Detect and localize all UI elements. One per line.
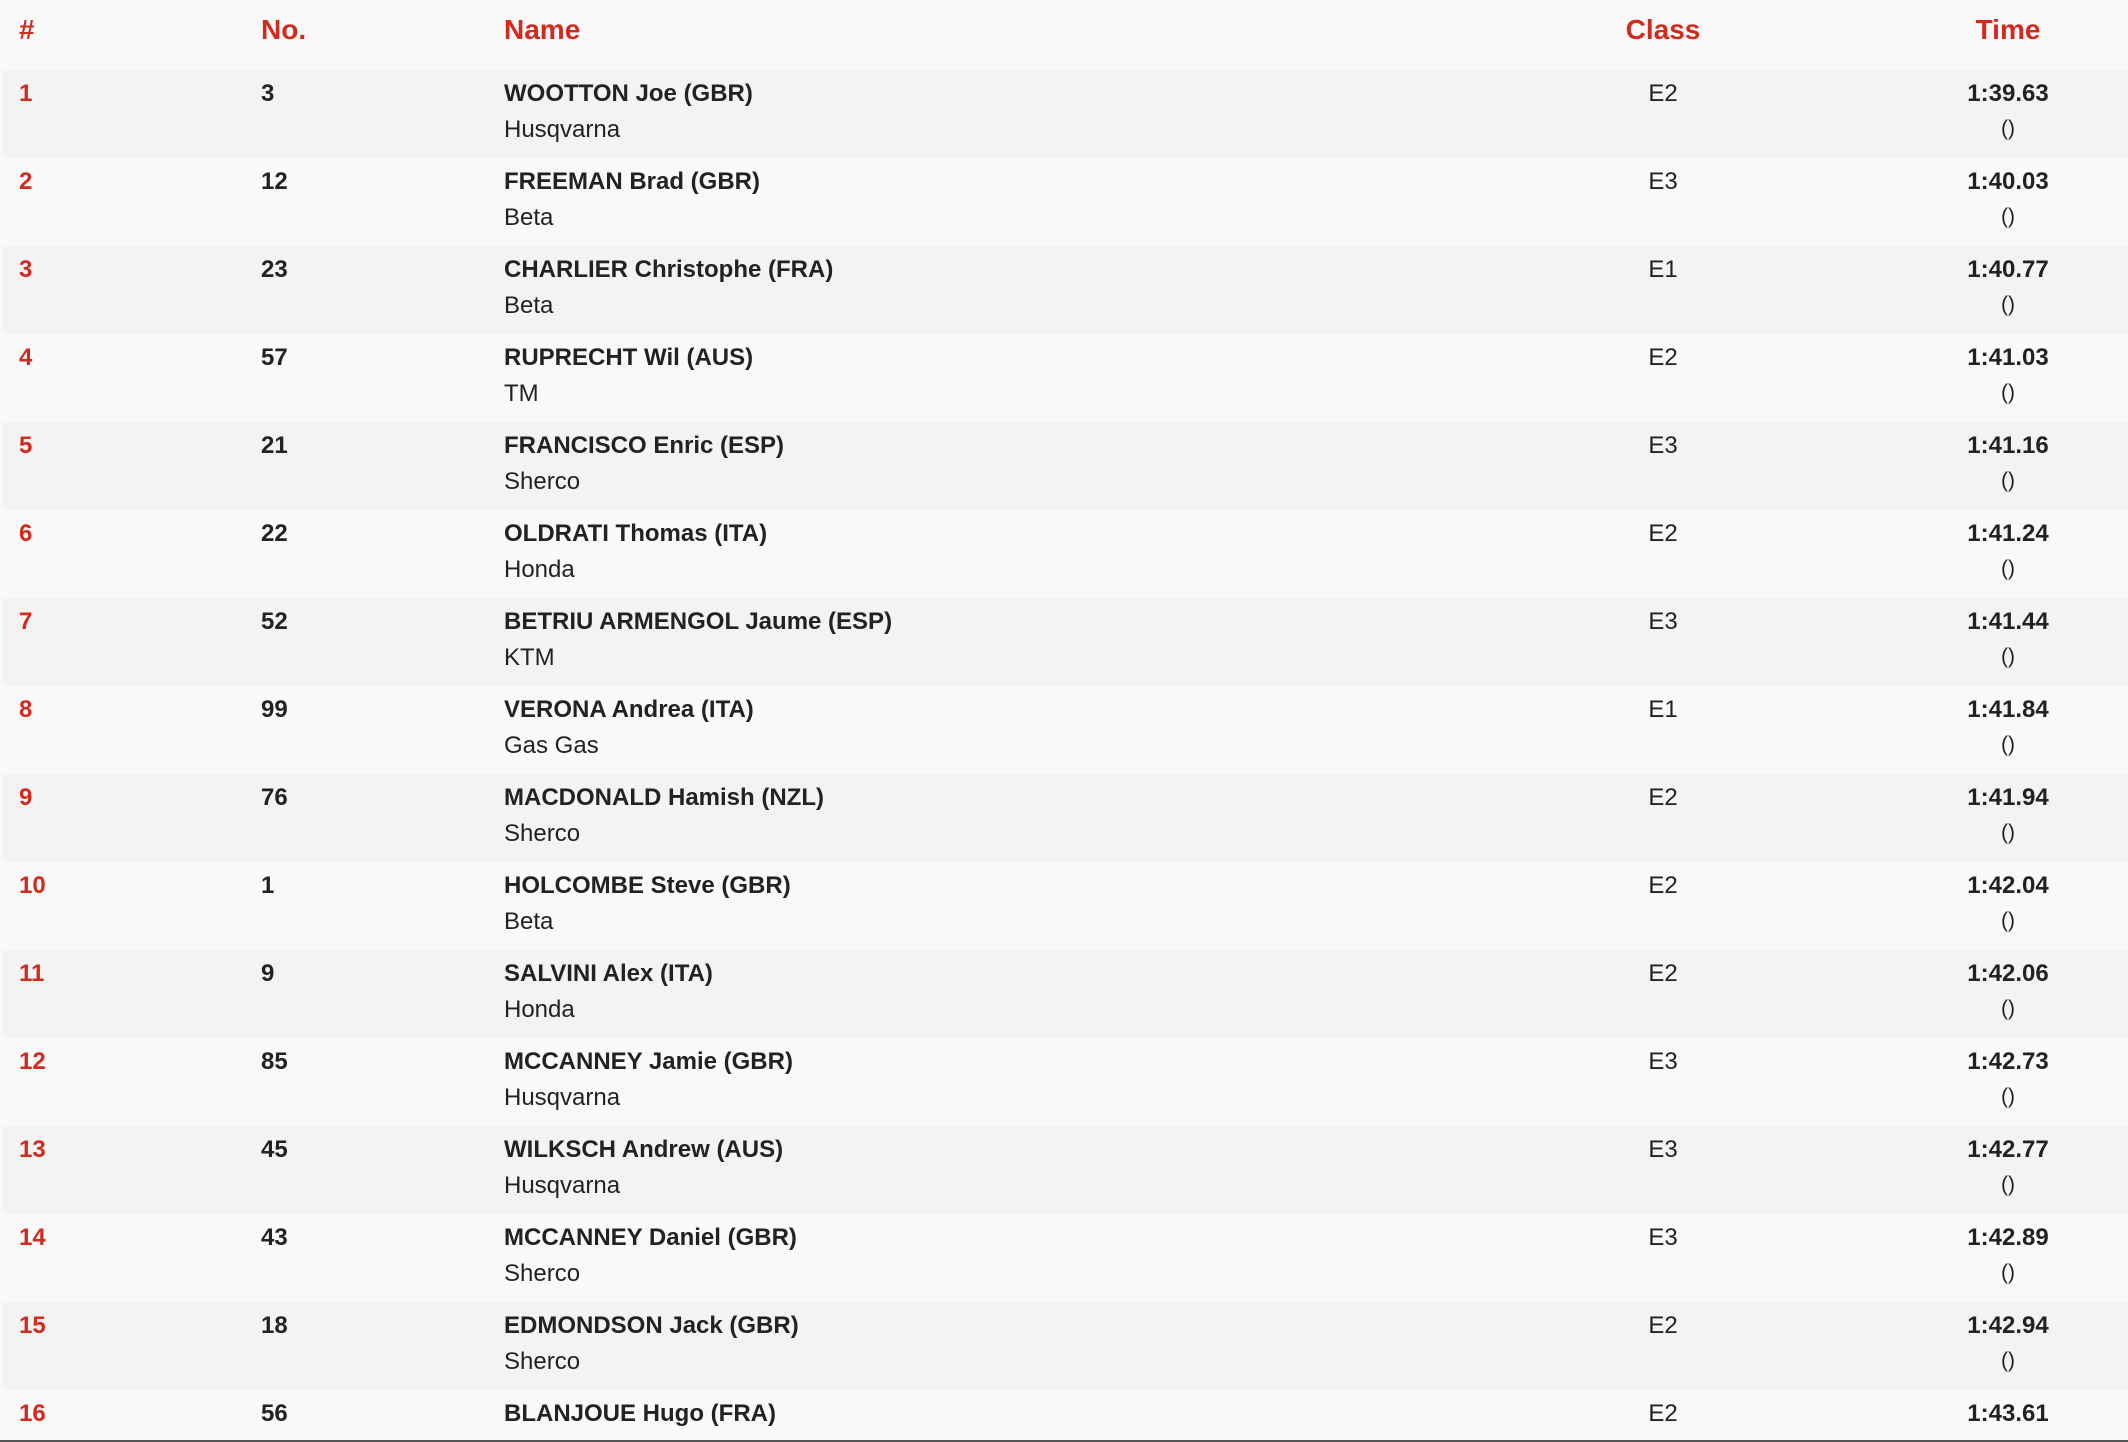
- rider-brand: Honda: [504, 556, 575, 583]
- rider-gap: (): [2001, 821, 2015, 844]
- rider-time: 1:39.63: [1967, 80, 2049, 107]
- rider-time: 1:42.04: [1967, 872, 2049, 899]
- rider-brand: Sherco: [504, 820, 581, 847]
- rider-position: 2: [19, 168, 33, 195]
- rider-position: 12: [19, 1048, 46, 1075]
- rider-name: HOLCOMBE Steve (GBR): [504, 872, 791, 899]
- rider-brand: Gas Gas: [504, 732, 599, 759]
- rider-class: E2: [1648, 344, 1678, 371]
- rider-number: 45: [261, 1136, 288, 1163]
- rider-number: 43: [261, 1224, 288, 1251]
- rider-time: 1:41.94: [1967, 784, 2049, 811]
- rider-brand: Beta: [504, 908, 554, 935]
- table-row[interactable]: [3, 950, 2128, 1038]
- rider-number: 22: [261, 520, 288, 547]
- rider-position: 5: [19, 432, 33, 459]
- rider-brand: Husqvarna: [504, 1172, 621, 1199]
- rider-name: WOOTTON Joe (GBR): [504, 80, 753, 107]
- table-row[interactable]: [3, 1038, 2128, 1126]
- rider-class: E2: [1648, 80, 1678, 107]
- rider-position: 4: [19, 344, 33, 371]
- rider-gap: (): [2001, 469, 2015, 492]
- rider-time: 1:41.24: [1967, 520, 2049, 547]
- rider-position: 11: [19, 960, 45, 987]
- rider-brand: Beta: [504, 292, 554, 319]
- rider-time: 1:41.16: [1967, 432, 2049, 459]
- rider-time: 1:42.89: [1967, 1224, 2049, 1251]
- rider-brand: Husqvarna: [504, 116, 621, 143]
- rider-position: 15: [19, 1312, 46, 1339]
- rider-number: 21: [261, 432, 288, 459]
- rider-number: 12: [261, 168, 288, 195]
- rider-gap: (): [2001, 1173, 2015, 1196]
- header-number[interactable]: No.: [261, 14, 307, 45]
- rider-class: E2: [1648, 1400, 1678, 1427]
- rider-brand: KTM: [504, 644, 555, 671]
- rider-name: WILKSCH Andrew (AUS): [504, 1136, 784, 1163]
- table-row[interactable]: [3, 1126, 2128, 1214]
- rider-class: E3: [1648, 432, 1678, 459]
- rider-name: CHARLIER Christophe (FRA): [504, 256, 834, 283]
- table-row[interactable]: [3, 246, 2128, 334]
- results-table: [3, 0, 2128, 1440]
- rider-position: 1: [19, 80, 33, 107]
- rider-class: E3: [1648, 1224, 1678, 1251]
- table-row[interactable]: [3, 1214, 2128, 1302]
- rider-brand: TM: [504, 380, 539, 407]
- table-row[interactable]: [3, 686, 2128, 774]
- rider-name: RUPRECHT Wil (AUS): [504, 344, 754, 371]
- table-row[interactable]: [3, 510, 2128, 598]
- rider-name: MACDONALD Hamish (NZL): [504, 784, 824, 811]
- rider-gap: (): [2001, 909, 2015, 932]
- table-row[interactable]: [3, 334, 2128, 422]
- rider-gap: (): [2001, 645, 2015, 668]
- rider-time: 1:41.84: [1967, 696, 2049, 723]
- table-row[interactable]: [3, 862, 2128, 950]
- rider-name: MCCANNEY Jamie (GBR): [504, 1048, 793, 1075]
- rider-gap: (): [2001, 1261, 2015, 1284]
- rider-class: E1: [1648, 256, 1678, 283]
- rider-number: 76: [261, 784, 288, 811]
- rider-gap: (): [2001, 733, 2015, 756]
- rider-class: E3: [1648, 608, 1678, 635]
- rider-time: 1:42.94: [1967, 1312, 2049, 1339]
- rider-time: 1:40.77: [1967, 256, 2049, 283]
- rider-class: E2: [1648, 784, 1678, 811]
- rider-time: 1:42.06: [1967, 960, 2049, 987]
- rider-number: 18: [261, 1312, 288, 1339]
- rider-time: 1:42.73: [1967, 1048, 2049, 1075]
- rider-number: 57: [261, 344, 288, 371]
- table-row[interactable]: [3, 598, 2128, 686]
- rider-gap: (): [2001, 997, 2015, 1020]
- rider-gap: (): [2001, 117, 2015, 140]
- rider-name: BETRIU ARMENGOL Jaume (ESP): [504, 608, 893, 635]
- rider-name: SALVINI Alex (ITA): [504, 960, 713, 987]
- rider-position: 7: [19, 608, 33, 635]
- rider-brand: Sherco: [504, 468, 581, 495]
- rider-class: E2: [1648, 1312, 1678, 1339]
- rider-gap: (): [2001, 1085, 2015, 1108]
- rider-gap: (): [2001, 557, 2015, 580]
- rider-position: 3: [19, 256, 33, 283]
- table-row[interactable]: [3, 158, 2128, 246]
- rider-number: 99: [261, 696, 288, 723]
- rider-brand: Sherco: [504, 1348, 581, 1375]
- rider-position: 10: [19, 872, 46, 899]
- rider-class: E2: [1648, 520, 1678, 547]
- rider-position: 13: [19, 1136, 46, 1163]
- table-row[interactable]: [3, 1302, 2128, 1390]
- rider-brand: Husqvarna: [504, 1084, 621, 1111]
- rider-class: E2: [1648, 872, 1678, 899]
- rider-brand: Beta: [504, 204, 554, 231]
- table-row[interactable]: [3, 70, 2128, 158]
- rider-time: 1:42.77: [1967, 1136, 2049, 1163]
- rider-gap: (): [2001, 381, 2015, 404]
- rider-class: E3: [1648, 168, 1678, 195]
- rider-name: FRANCISCO Enric (ESP): [504, 432, 785, 459]
- rider-position: 14: [19, 1224, 46, 1251]
- rider-name: MCCANNEY Daniel (GBR): [504, 1224, 797, 1251]
- header-position[interactable]: #: [19, 14, 35, 45]
- table-row[interactable]: [3, 422, 2128, 510]
- header-time[interactable]: Time: [1975, 14, 2041, 45]
- rider-class: E1: [1648, 696, 1678, 723]
- table-body: [3, 70, 2128, 1440]
- rider-position: 6: [19, 520, 33, 547]
- rider-name: FREEMAN Brad (GBR): [504, 168, 760, 195]
- rider-number: 23: [261, 256, 288, 283]
- rider-position: 8: [19, 696, 33, 723]
- rider-position: 9: [19, 784, 33, 811]
- rider-name: EDMONDSON Jack (GBR): [504, 1312, 799, 1339]
- rider-gap: (): [2001, 1349, 2015, 1372]
- rider-number: 9: [261, 960, 275, 987]
- rider-name: BLANJOUE Hugo (FRA): [504, 1400, 776, 1427]
- rider-gap: (): [2001, 293, 2015, 316]
- rider-class: E3: [1648, 1048, 1678, 1075]
- table-row[interactable]: [3, 774, 2128, 862]
- rider-name: VERONA Andrea (ITA): [504, 696, 754, 723]
- rider-number: 3: [261, 80, 275, 107]
- table-row[interactable]: [3, 1390, 2128, 1440]
- rider-number: 52: [261, 608, 288, 635]
- rider-number: 1: [261, 872, 275, 899]
- rider-class: E3: [1648, 1136, 1678, 1163]
- rider-brand: Sherco: [504, 1260, 581, 1287]
- rider-time: 1:43.61: [1967, 1400, 2049, 1427]
- rider-brand: Honda: [504, 996, 575, 1023]
- rider-number: 85: [261, 1048, 288, 1075]
- rider-class: E2: [1648, 960, 1678, 987]
- rider-time: 1:41.03: [1967, 344, 2049, 371]
- rider-position: 16: [19, 1400, 46, 1427]
- table-header: [3, 0, 2128, 70]
- rider-number: 56: [261, 1400, 288, 1427]
- rider-gap: (): [2001, 205, 2015, 228]
- header-name[interactable]: Name: [504, 14, 581, 45]
- rider-name: OLDRATI Thomas (ITA): [504, 520, 768, 547]
- rider-time: 1:41.44: [1967, 608, 2049, 635]
- header-class[interactable]: Class: [1625, 14, 1701, 45]
- rider-time: 1:40.03: [1967, 168, 2049, 195]
